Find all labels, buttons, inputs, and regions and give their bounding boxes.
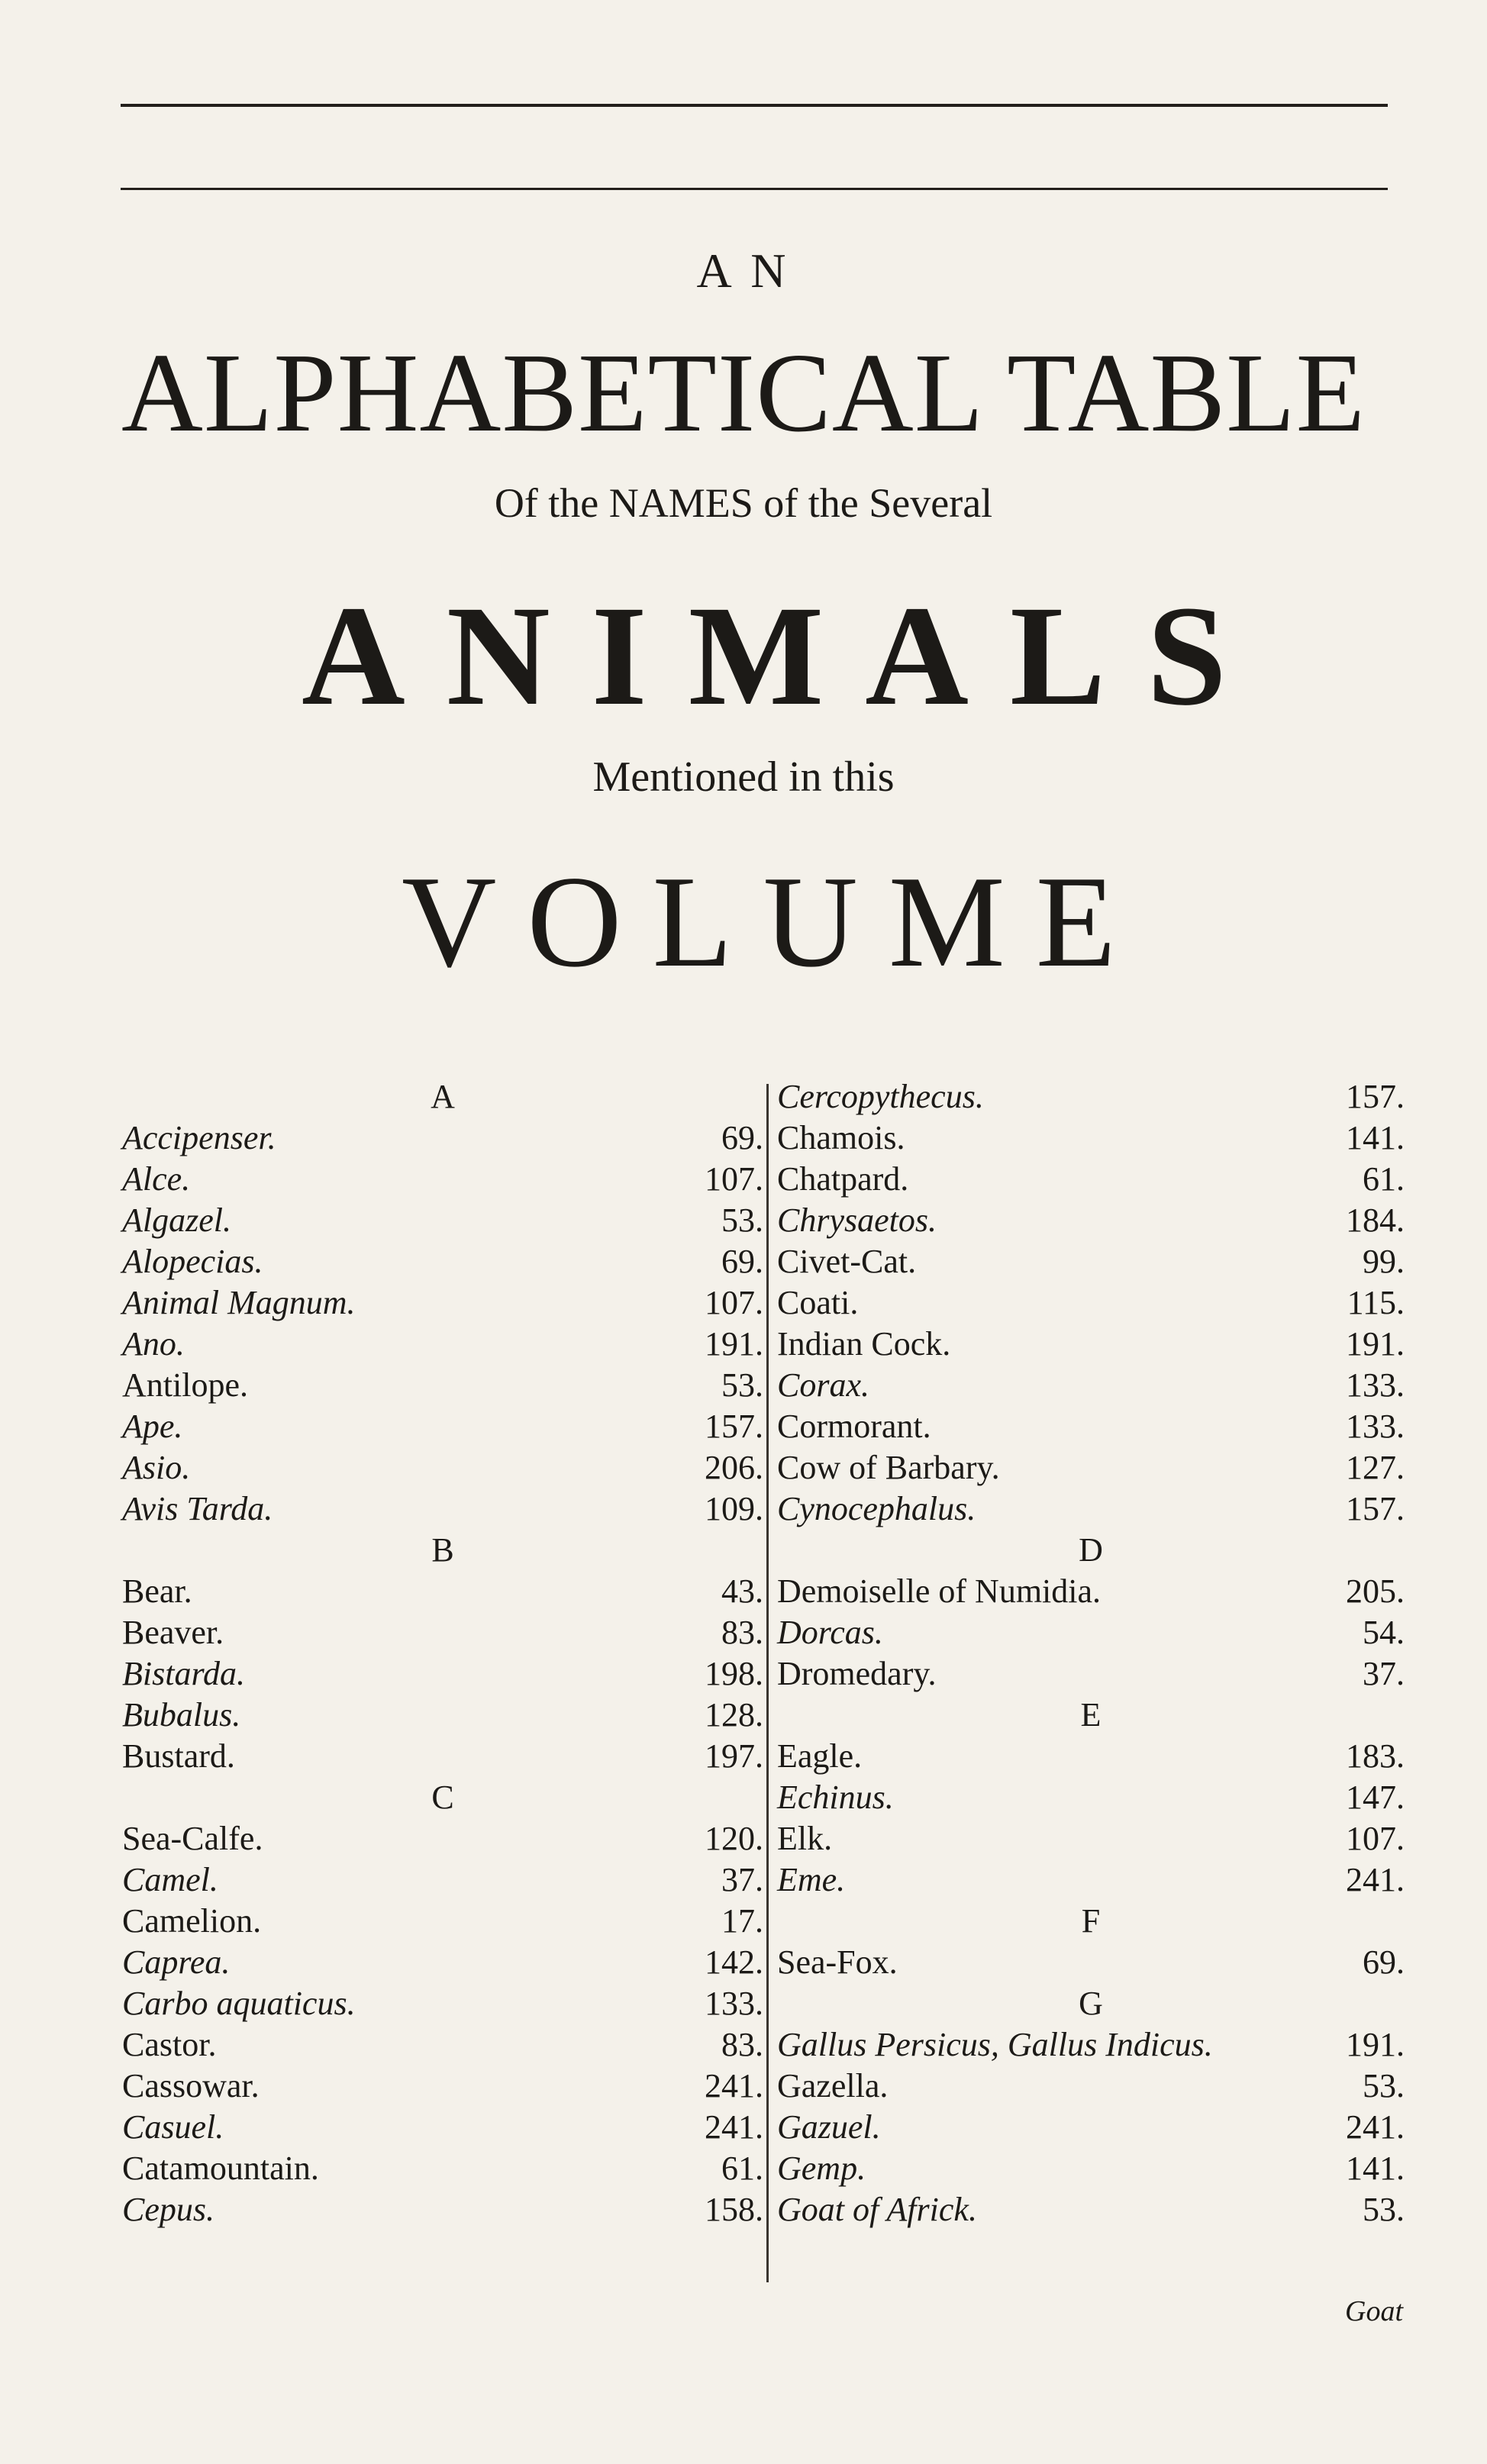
title-animals: ANIMALS [302,576,1268,735]
entry-name: Goat of Africk. [777,2191,977,2228]
index-entry [122,1983,763,2024]
entry-name: Chatpard. [777,1160,909,1198]
entry-page-number: 127. [1346,1449,1405,1486]
index-entry [122,1612,763,1653]
entry-page-number: 147. [1346,1779,1405,1816]
index-entry [777,1076,1405,1118]
index-column-right [777,1076,1405,2230]
index-entry [122,2148,763,2189]
index-entry [777,1571,1405,1612]
entry-name: Chrysaetos. [777,1201,937,1239]
index-entry [777,1282,1405,1324]
entry-page-number: 69. [721,1243,763,1280]
entry-name: Asio. [122,1449,191,1486]
entry-name: Gazella. [777,2067,889,2104]
index-entry [777,1942,1405,1983]
index-entry [122,2066,763,2107]
entry-page-number: 241. [1346,1861,1405,1898]
entry-page-number: 107. [705,1284,763,1321]
index-entry [777,1818,1405,1859]
index-entry [777,1859,1405,1901]
section-letter: E [1080,1696,1102,1734]
entry-name: Elk. [777,1820,833,1857]
index-entry [777,2024,1405,2066]
entry-name: Cercopythecus. [777,1078,984,1115]
entry-page-number: 157. [1346,1078,1405,1115]
index-entry [122,2189,763,2230]
index-entry [122,1282,763,1324]
index-entry [777,1365,1405,1406]
entry-page-number: 141. [1346,1119,1405,1156]
index-entry [777,2066,1405,2107]
entry-page-number: 61. [721,2150,763,2187]
entry-page-number: 157. [705,1408,763,1445]
entry-page-number: 133. [705,1985,763,2022]
entry-name: Camel. [122,1861,218,1898]
entry-name: Gazuel. [777,2108,881,2146]
index-entry [122,1406,763,1447]
entry-name: Castor. [122,2026,217,2063]
entry-page-number: 83. [721,2026,763,2063]
entry-page-number: 83. [721,1614,763,1651]
entry-name: Avis Tarda. [122,1490,273,1527]
entry-page-number: 191. [705,1325,763,1363]
entry-name: Cormorant. [777,1408,931,1445]
entry-name: Ano. [122,1325,185,1363]
index-entry [122,1901,763,1942]
entry-name: Eagle. [777,1737,863,1775]
entry-page-number: 69. [721,1119,763,1156]
index-entry [777,1447,1405,1488]
entry-name: Antilope. [122,1366,248,1404]
section-letter: C [431,1779,454,1816]
index-entry [122,1818,763,1859]
entry-page-number: 241. [705,2108,763,2146]
entry-page-number: 241. [705,2067,763,2104]
entry-page-number: 141. [1346,2150,1405,2187]
entry-page-number: 109. [705,1490,763,1527]
index-entry [122,1571,763,1612]
index-column-left [122,1076,763,2230]
entry-page-number: 37. [1363,1655,1405,1692]
index-entry [777,1324,1405,1365]
entry-name: Alce. [122,1160,191,1198]
entry-page-number: 158. [705,2191,763,2228]
index-entry [122,1859,763,1901]
entry-page-number: 205. [1346,1572,1405,1610]
index-entry [777,2148,1405,2189]
section-letter: A [431,1078,455,1115]
entry-page-number: 183. [1346,1737,1405,1775]
index-entry [122,1118,763,1159]
index-entry [122,1653,763,1695]
index-entry [122,1695,763,1736]
entry-page-number: 53. [721,1366,763,1404]
column-divider [766,1084,769,2282]
entry-name: Gallus Persicus, Gallus Indicus. [777,2026,1213,2063]
entry-name: Indian Cock. [777,1325,951,1363]
entry-name: Bear. [122,1572,192,1610]
entry-name: Bistarda. [122,1655,245,1692]
entry-page-number: 17. [721,1902,763,1940]
entry-name: Demoiselle of Numidia. [777,1572,1102,1610]
entry-page-number: 157. [1346,1490,1405,1527]
entry-name: Animal Magnum. [122,1284,356,1321]
index-entry [122,1488,763,1530]
index-entry [777,1653,1405,1695]
entry-page-number: 107. [1346,1820,1405,1857]
entry-name: Corax. [777,1366,869,1404]
entry-page-number: 53. [1363,2067,1405,2104]
index-entry [777,1612,1405,1653]
entry-page-number: 54. [1363,1614,1405,1651]
entry-page-number: 133. [1346,1408,1405,1445]
index-entry [122,2024,763,2066]
index-entry [777,1159,1405,1200]
entry-name: Bustard. [122,1737,235,1775]
catchword: Goat [1345,2295,1403,2327]
entry-name: Casuel. [122,2108,224,2146]
index-entry [122,1942,763,1983]
entry-page-number: 191. [1346,1325,1405,1363]
entry-page-number: 142. [705,1943,763,1981]
index-entry [777,1406,1405,1447]
entry-page-number: 128. [705,1696,763,1734]
entry-page-number: 69. [1363,1943,1405,1981]
index-entry [122,1447,763,1488]
entry-page-number: 206. [705,1449,763,1486]
entry-page-number: 241. [1346,2108,1405,2146]
entry-page-number: 37. [721,1861,763,1898]
entry-name: Cepus. [122,2191,215,2228]
entry-page-number: 43. [721,1572,763,1610]
entry-page-number: 115. [1347,1284,1405,1321]
entry-name: Chamois. [777,1119,905,1156]
entry-page-number: 133. [1346,1366,1405,1404]
index-entry [777,1736,1405,1777]
entry-name: Algazel. [122,1201,231,1239]
index-entry [777,2189,1405,2230]
index-entry [122,1736,763,1777]
section-letter: G [1079,1985,1103,2022]
entry-name: Accipenser. [122,1119,276,1156]
entry-page-number: 198. [705,1655,763,1692]
index-entry [777,2107,1405,2148]
entry-name: Dromedary. [777,1655,937,1692]
header-rule [121,188,1388,190]
entry-name: Civet-Cat. [777,1243,917,1280]
title-an: A N [696,243,791,298]
entry-name: Alopecias. [122,1243,263,1280]
index-entry [122,1365,763,1406]
entry-name: Camelion. [122,1902,262,1940]
entry-name: Coati. [777,1284,859,1321]
section-letter: F [1081,1902,1101,1940]
index-entry [122,1241,763,1282]
entry-page-number: 53. [1363,2191,1405,2228]
entry-name: Cassowar. [122,2067,260,2104]
entry-name: Bubalus. [122,1696,241,1734]
entry-page-number: 120. [705,1820,763,1857]
entry-name: Beaver. [122,1614,224,1651]
index-entry [122,2107,763,2148]
title-names-line: Of the NAMES of the Several [494,480,993,526]
index-entry [777,1488,1405,1530]
index-entry [122,1324,763,1365]
index-entry [777,1118,1405,1159]
entry-name: Carbo aquaticus. [122,1985,356,2022]
entry-name: Cow of Barbary. [777,1449,1000,1486]
entry-page-number: 99. [1363,1243,1405,1280]
title-volume: VOLUME [402,850,1147,995]
section-letter: B [431,1531,454,1569]
index-entry [777,1200,1405,1241]
entry-page-number: 107. [705,1160,763,1198]
entry-name: Catamountain. [122,2150,319,2187]
entry-name: Sea-Calfe. [122,1820,263,1857]
index-entry [777,1777,1405,1818]
entry-page-number: 191. [1346,2026,1405,2063]
entry-name: Gemp. [777,2150,866,2187]
entry-name: Echinus. [777,1779,894,1816]
entry-name: Cynocephalus. [777,1490,976,1527]
entry-name: Sea-Fox. [777,1943,898,1981]
section-letter: D [1079,1531,1103,1569]
index-entry [122,1200,763,1241]
entry-name: Caprea. [122,1943,231,1981]
entry-name: Eme. [777,1861,846,1898]
title-mentioned-line: Mentioned in this [592,753,895,801]
entry-page-number: 197. [705,1737,763,1775]
index-entry [777,1241,1405,1282]
title-alphabetical-table: ALPHABETICAL TABLE [121,331,1366,456]
entry-page-number: 61. [1363,1160,1405,1198]
entry-page-number: 53. [721,1201,763,1239]
entry-page-number: 184. [1346,1201,1405,1239]
entry-name: Dorcas. [777,1614,883,1651]
index-entry [122,1159,763,1200]
entry-name: Ape. [122,1408,183,1445]
top-rule [121,104,1388,107]
